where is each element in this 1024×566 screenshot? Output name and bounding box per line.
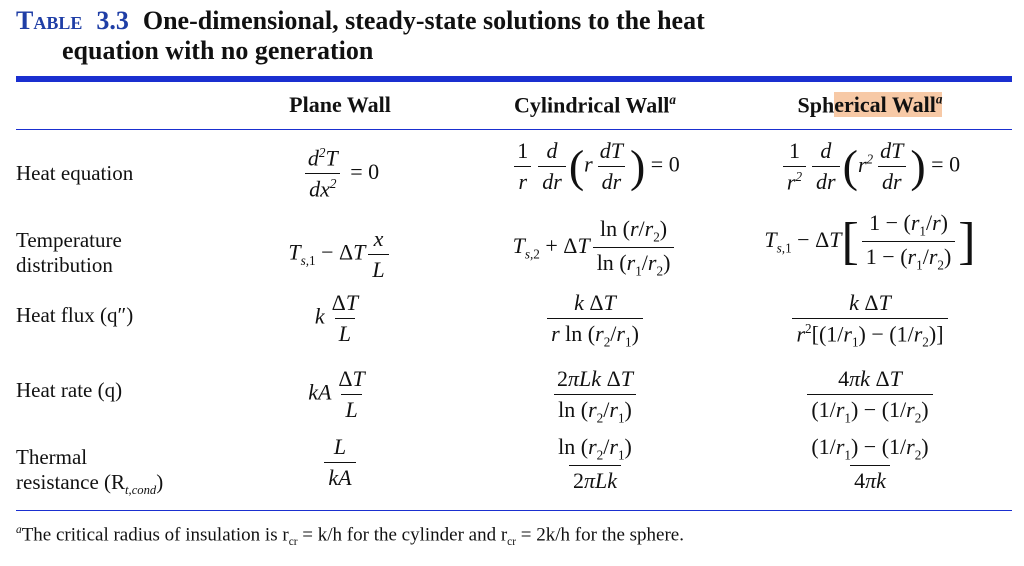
rate-sphere: $\frac{\text{4πk ΔT}}{(1/r_1) - (1/r_2)}$ (760, 366, 980, 426)
rate-cylinder: $\frac{\text{2πLk ΔT}}{\ln (r_2/r_1)}$ (485, 366, 705, 426)
table-number: 3.3 (96, 6, 129, 35)
heat-eq-sphere: $\frac{1}{r^2}$ $\frac{d}{dr}$ ($r^2$ $\frac{dT}{dr}$ ) = 0 (760, 138, 980, 195)
temp-cylinder: $T_{s,2} + \Delta T$ $\frac{\ln (r/r_2)}{\ln (r_1/r_2)}$ (470, 216, 720, 280)
flux-sphere: $\frac{\text{k ΔT}}{r^2[(1/r_1) - (1/r_2)]}$ (760, 290, 980, 351)
header-rule (16, 129, 1012, 130)
row-label-temperature: Temperature distribution (16, 228, 122, 277)
flux-plane: k $\frac{\Delta T}{L}$ (314, 290, 359, 346)
col-cylindrical-wall: Cylindrical Wall$^a$ (513, 92, 677, 118)
resistance-cylinder: $\frac{\ln (r_2/r_1)}{\text{2πLk}}$ (558, 434, 632, 494)
col-spherical-wall: Spherical Wall$^a$ (797, 92, 943, 118)
rate-plane: kA $\frac{\Delta T}{L}$ (308, 366, 365, 422)
temp-plane: $T_{s,1} - \Delta T$ $\frac{x}{L}$ (250, 226, 430, 283)
resistance-sphere: $\frac{(1/r_1) - (1/r_2)}{4\pi k}$ (811, 434, 929, 494)
footnote: $^a$The critical radius of insulation is $r_{cr} = k/h$ for the cylinder and $r_{cr} = 2k/h$ for the sphere. (16, 524, 684, 549)
resistance-plane: $\frac{L}{kA}$ (270, 434, 410, 491)
table-title-line1: One-dimensional, steady-state solutions to the heat (142, 6, 705, 35)
col-plane-wall: Plane Wall (289, 92, 391, 117)
row-label-thermal-resistance: Thermal resistance $(R_{t,cond})$ (16, 445, 164, 498)
row-label-heat-flux: Heat flux (q″) (16, 303, 134, 327)
top-rule (16, 76, 1012, 82)
temp-sphere: $T_{s,1} - \Delta T$[ $\frac{1 - (r_1/r)}{1 - (r_1/r_2)}$ ] (764, 210, 976, 273)
table-title-line2: equation with no generation (62, 36, 374, 65)
heat-eq-plane: $\frac{d^2T}{dx^2}$ = 0 (270, 145, 410, 203)
table-label: Table (16, 6, 83, 35)
row-label-heat-equation: Heat equation (16, 161, 134, 185)
flux-cylinder: $\frac{\text{k ΔT}}{r \ln (r_2/r_1)}$ (485, 290, 705, 350)
table-title (16, 6, 1006, 66)
bottom-rule (16, 510, 1012, 511)
heat-eq-cylinder: $\frac{1}{r}$ $\frac{d}{dr}$ (r $\frac{dT}{dr}$ ) = 0 (485, 138, 705, 195)
highlighted-text: erical Wall$^a$ (834, 92, 943, 118)
row-label-heat-rate: Heat rate (q) (16, 378, 123, 402)
